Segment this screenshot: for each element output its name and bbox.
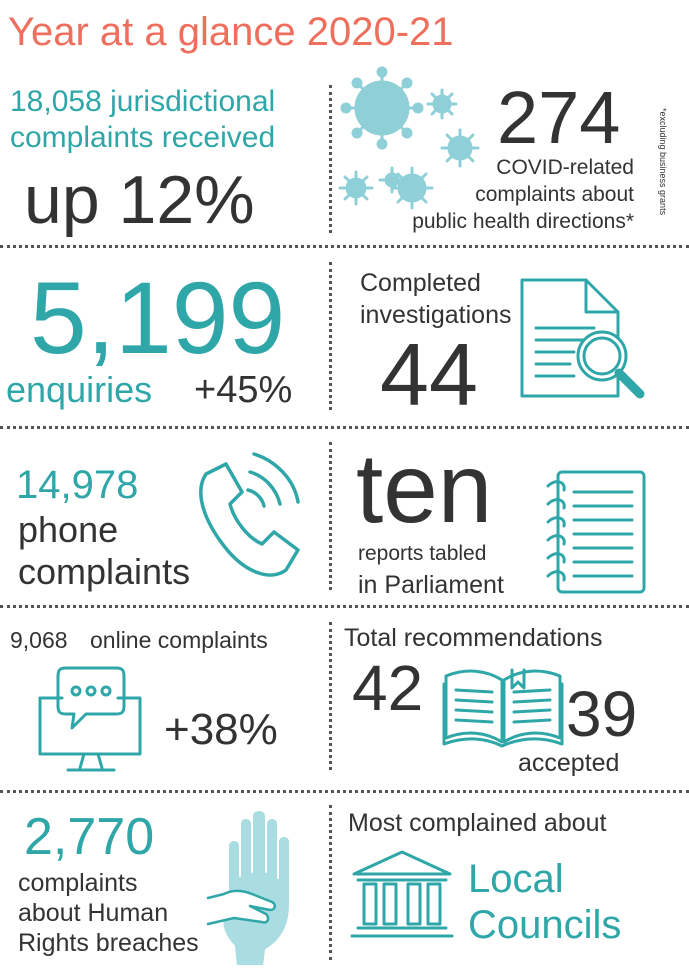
phone-number: 14,978 xyxy=(16,463,139,507)
local-councils-line1: Local xyxy=(468,857,564,901)
recommendations-accepted-label: accepted xyxy=(518,749,620,777)
monitor-chat-icon xyxy=(36,664,146,776)
online-change: +38% xyxy=(164,705,278,754)
human-rights-line1: complaints xyxy=(18,869,138,897)
online-number: 9,068 xyxy=(10,627,68,653)
increase-figure: up 12% xyxy=(24,162,255,238)
open-book-icon xyxy=(442,664,564,748)
human-rights-line2: about Human xyxy=(18,899,169,927)
divider xyxy=(0,605,689,608)
recommendations-total: 42 xyxy=(352,652,424,724)
human-rights-line3: Rights breaches xyxy=(18,929,199,957)
phone-line2: complaints xyxy=(18,551,191,592)
divider xyxy=(0,790,689,793)
investigations-line2: investigations xyxy=(360,301,512,329)
investigations-number: 44 xyxy=(380,325,478,424)
most-complained-title: Most complained about xyxy=(348,809,607,837)
divider xyxy=(329,805,332,960)
reports-line1: reports tabled xyxy=(358,542,487,565)
reports-line2: in Parliament xyxy=(358,571,504,599)
investigations-line1: Completed xyxy=(360,269,481,297)
enquiries-change: +45% xyxy=(194,369,293,411)
jurisdictional-line1: 18,058 jurisdictional xyxy=(10,85,276,118)
divider xyxy=(329,442,332,590)
human-rights-number: 2,770 xyxy=(24,808,155,866)
covid-line2: complaints about xyxy=(475,183,634,206)
recommendations-title: Total recommendations xyxy=(344,624,603,652)
online-label: online complaints xyxy=(90,627,268,653)
enquiries-label: enquiries xyxy=(6,369,153,410)
recommendations-accepted-number: 39 xyxy=(566,678,638,750)
divider xyxy=(0,245,689,248)
notebook-icon xyxy=(544,468,648,598)
covid-number: 274 xyxy=(497,76,621,159)
divider xyxy=(329,262,332,410)
local-councils-line2: Councils xyxy=(468,903,622,947)
covid-footnote: *excluding business grants xyxy=(658,108,668,216)
phone-line1: phone xyxy=(18,509,119,550)
divider xyxy=(0,426,689,429)
jurisdictional-line2: complaints received xyxy=(10,121,276,154)
covid-line3: public health directions* xyxy=(412,210,634,233)
helping-hand-icon xyxy=(208,806,318,966)
building-icon xyxy=(350,848,454,940)
covid-line1: COVID-related xyxy=(496,156,634,179)
page-title: Year at a glance 2020-21 xyxy=(8,10,454,54)
divider xyxy=(329,622,332,770)
document-search-icon xyxy=(516,276,646,406)
phone-icon xyxy=(178,446,308,586)
reports-word: ten xyxy=(356,433,493,543)
enquiries-number: 5,199 xyxy=(30,261,286,375)
